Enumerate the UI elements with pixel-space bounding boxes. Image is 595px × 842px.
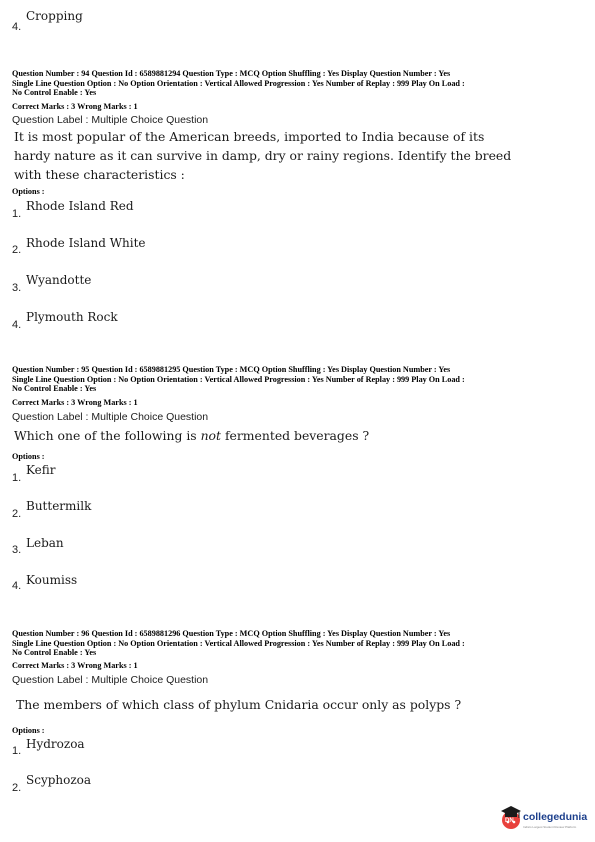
question-meta: Question Number : 95 Question Id : 6589881295 Question Type : MCQ Option Shuffling : Yes Display Question Number : Yes Single Line Question Option : No Option Orientation : Vertical Allowed Progression : Yes Number of Replay : 999 Play On Load : No Control Enable : Yes — [12, 365, 465, 393]
option-number: 4. — [12, 319, 22, 331]
option-text: Hydrozoa — [26, 737, 85, 751]
option-number: 4. — [12, 21, 22, 33]
question-text-line: It is most popular of the American breeds, imported to India because of its — [14, 129, 485, 144]
option-number: 4. — [12, 580, 22, 592]
question-marks: Correct Marks : 3 Wrong Marks : 1 — [12, 102, 138, 111]
option-number: 3. — [12, 544, 22, 556]
question-label: Question Label : Multiple Choice Question — [12, 114, 209, 126]
option-number: 1. — [12, 208, 22, 220]
option-text: Buttermilk — [26, 499, 92, 513]
options-label: Options : — [12, 726, 45, 735]
option-text: Koumiss — [26, 573, 78, 587]
question-text — [14, 127, 519, 184]
option-text: Leban — [26, 536, 64, 550]
logo-tagline: India's Largest Student Review Platform — [523, 825, 577, 829]
option-number: 2. — [12, 782, 22, 794]
logo-cap-text: DN — [505, 818, 514, 824]
graduation-cap-icon — [500, 803, 522, 831]
option-text: Wyandotte — [26, 273, 92, 287]
option-text: Cropping — [26, 9, 83, 23]
option-text: Rhode Island Red — [26, 199, 134, 213]
option-number: 3. — [12, 282, 22, 294]
option-number: 2. — [12, 508, 22, 520]
option-number: 1. — [12, 745, 22, 757]
question-label: Question Label : Multiple Choice Question — [12, 411, 209, 423]
question-text: The members of which class of phylum Cnidaria occur only as polyps ? — [16, 697, 462, 712]
question-text-part: Which one of the following is — [14, 428, 201, 443]
question-text-line: hardy nature as it can survive in damp, dry or rainy regions. Identify the breed — [14, 148, 512, 163]
option-number: 1. — [12, 472, 22, 484]
question-meta: Question Number : 94 Question Id : 6589881294 Question Type : MCQ Option Shuffling : Yes Display Question Number : Yes Single Line Question Option : No Option Orientation : Vertical Allowed Progression : Yes Number of Replay : 999 Play On Load : No Control Enable : Yes — [12, 69, 465, 97]
option-number: 2. — [12, 244, 22, 256]
options-label: Options : — [12, 452, 45, 461]
option-text: Plymouth Rock — [26, 310, 118, 324]
question-text-emphasis: not — [200, 428, 221, 443]
option-text: Kefir — [26, 463, 56, 477]
question-label: Question Label : Multiple Choice Question — [12, 674, 209, 686]
logo-name: collegedunia — [523, 811, 588, 823]
option-text: Rhode Island White — [26, 236, 146, 250]
option-text: Scyphozoa — [26, 773, 92, 787]
options-label: Options : — [12, 187, 45, 196]
question-marks: Correct Marks : 3 Wrong Marks : 1 — [12, 398, 138, 407]
question-text — [14, 426, 519, 445]
question-text-part: fermented beverages ? — [221, 428, 370, 443]
collegedunia-logo — [500, 803, 592, 833]
question-text-line: with these characteristics : — [14, 167, 185, 182]
question-meta: Question Number : 96 Question Id : 6589881296 Question Type : MCQ Option Shuffling : Yes Display Question Number : Yes Single Line Question Option : No Option Orientation : Vertical Allowed Progression : Yes Number of Replay : 999 Play On Load : No Control Enable : Yes — [12, 629, 465, 657]
question-marks: Correct Marks : 3 Wrong Marks : 1 — [12, 661, 138, 670]
